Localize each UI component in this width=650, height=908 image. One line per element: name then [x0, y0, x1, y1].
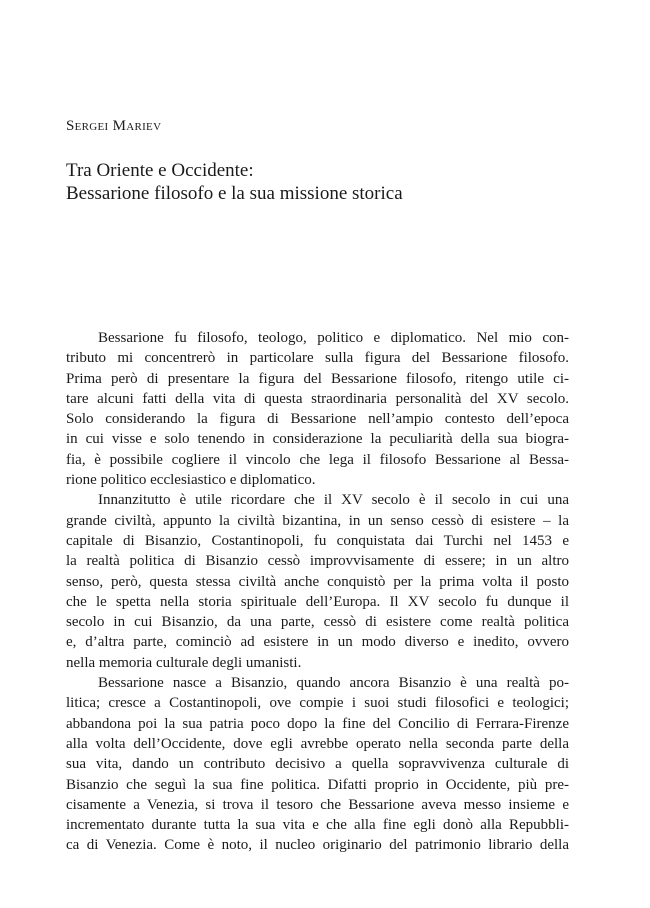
- text-line: Bessarione fu filosofo, teologo, politico e diplomatico. Nel mio con-: [98, 330, 569, 346]
- text-line: grande civiltà, appunto la civiltà bizantina, in un senso cessò di esistere – la: [66, 512, 569, 529]
- text-line: cisamente a Venezia, si trova il tesoro che Bessarione aveva messo insieme e: [66, 796, 569, 813]
- text-line: e, d’altra parte, cominciò ad esistere in un modo diverso e inedito, ovvero: [66, 634, 569, 651]
- title-line: Tra Oriente e Occidente:: [66, 160, 254, 181]
- text-line: abbandona poi la sua patria poco dopo la fine del Concilio di Ferrara-Firenze: [66, 715, 569, 732]
- text-line: litica; cresce a Costantinopoli, ove compie i suoi studi filosofici e teologici;: [66, 695, 569, 712]
- text-line: secolo in cui Bisanzio, da una parte, cessò di esistere come realtà politica: [66, 614, 569, 631]
- text-line: Solo considerando la figura di Bessarione nell’ampio contesto dell’epoca: [66, 411, 569, 428]
- text-line: capitale di Bisanzio, Costantinopoli, fu conquistata dai Turchi nel 1453 e: [66, 532, 569, 549]
- text-line: nella memoria culturale degli umanisti.: [66, 654, 302, 671]
- text-line: in cui visse e solo tenendo in considerazione la peculiarità della sua biogra-: [66, 431, 569, 448]
- text-line: ca di Venezia. Come è noto, il nucleo originario del patrimonio librario della: [66, 837, 569, 854]
- text-line: tare alcuni fatti della vita di questa straordinaria personalità del XV secolo.: [66, 390, 569, 407]
- body-text: [66, 328, 569, 856]
- author-name: Sergei Mariev: [66, 118, 162, 134]
- text-line: fia, è possibile cogliere il vincolo che lega il filosofo Bessarione al Bessa-: [66, 451, 569, 468]
- text-line: Prima però di presentare la figura del Bessarione filosofo, ritengo utile ci-: [66, 370, 569, 387]
- text-line: Bisanzio che seguì la sua fine politica. Difatti proprio in Occidente, più pre-: [66, 776, 569, 793]
- text-line: incrementato durante tutta la sua vita e che alla fine egli donò alla Repubbli-: [66, 817, 569, 834]
- text-line: Innanzitutto è utile ricordare che il XV secolo è il secolo in cui una: [98, 492, 569, 509]
- text-line: Bessarione nasce a Bisanzio, quando ancora Bisanzio è una realtà po-: [98, 675, 569, 692]
- text-line: sua vita, dando un contributo decisivo a quella sopravvivenza culturale di: [66, 756, 569, 773]
- text-line: alla volta dell’Occidente, dove egli avrebbe operato nella seconda parte della: [66, 735, 569, 752]
- text-line: tributo mi concentrerò in particolare sulla figura del Bessarione filosofo.: [66, 350, 569, 367]
- article-title: [66, 159, 403, 205]
- title-line: Bessarione filosofo e la sua missione storica: [66, 183, 403, 204]
- text-line: che le spetta nella storia spirituale dell’Europa. Il XV secolo fu dunque il: [66, 593, 569, 610]
- text-line: la realtà politica di Bisanzio cessò improvvisamente di essere; in un altro: [66, 553, 569, 570]
- text-line: rione politico ecclesiastico e diplomatico.: [66, 472, 316, 489]
- text-line: senso, però, questa stessa civiltà anche conquistò per la prima volta il posto: [66, 573, 569, 590]
